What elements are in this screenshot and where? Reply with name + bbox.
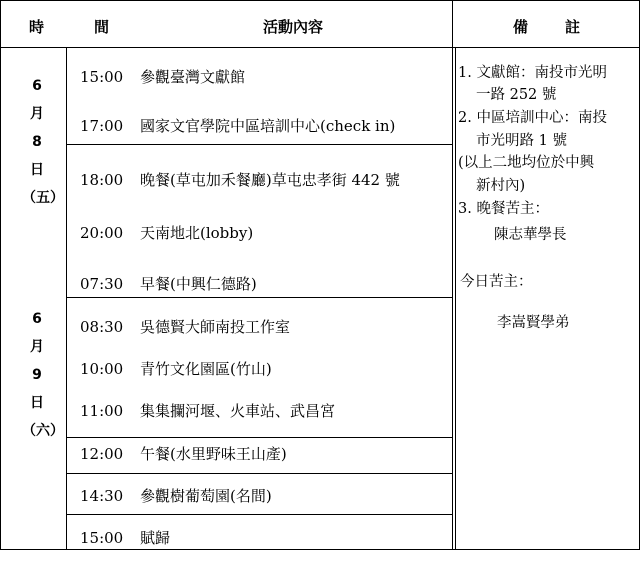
schedule-row — [80, 443, 287, 464]
day-label-char: 月 — [30, 339, 44, 355]
schedule-time: 14:30 — [80, 487, 124, 505]
schedule-row — [80, 358, 272, 379]
schedule-time: 11:00 — [80, 402, 124, 420]
header-bottom-border — [0, 47, 640, 48]
schedule-time: 15:00 — [80, 68, 124, 86]
day-label-char: 日 — [30, 162, 44, 178]
day-label-june-8 — [22, 72, 64, 212]
schedule-activity: 青竹文化園區(竹山) — [140, 360, 272, 378]
schedule-activity: 午餐(水里野味王山產) — [140, 445, 287, 463]
header-remarks-char1: 備 — [513, 18, 529, 36]
schedule-time: 18:00 — [80, 171, 124, 189]
table-left-border — [0, 0, 1, 550]
schedule-time: 12:00 — [80, 445, 124, 463]
row-divider — [66, 473, 453, 474]
schedule-row — [80, 169, 400, 190]
schedule-activity: 國家文官學院中區培訓中心(check in) — [140, 117, 396, 135]
day-label-char: 日 — [30, 395, 44, 411]
activity-column-divider — [66, 47, 67, 550]
schedule-row — [80, 222, 253, 243]
header-remarks-char2: 註 — [565, 18, 581, 36]
day-label-char: 6 — [32, 78, 42, 94]
remark-line: 今日苦主： — [460, 274, 533, 290]
day-label-char: （六） — [22, 423, 64, 439]
schedule-time: 07:30 — [80, 275, 124, 293]
schedule-row — [80, 527, 170, 548]
day-label-char: 8 — [32, 134, 42, 150]
header-activity: 活動內容 — [263, 18, 324, 36]
schedule-time: 17:00 — [80, 117, 124, 135]
row-divider — [66, 514, 453, 515]
schedule-row — [80, 273, 257, 294]
remark-line: 3. 晚餐苦主： — [458, 201, 549, 217]
schedule-row — [80, 400, 335, 421]
remark-line: 2. 中區培訓中心：南投 — [458, 110, 607, 126]
table-bottom-border — [0, 549, 640, 550]
schedule-row — [80, 316, 290, 337]
day-label-char: 6 — [32, 311, 42, 327]
header-time-char1: 時 — [29, 18, 45, 36]
day-label-june-9 — [22, 305, 64, 445]
schedule-activity: 賦歸 — [140, 529, 171, 547]
day-label-char: 月 — [30, 106, 44, 122]
day-label-char: （五） — [22, 190, 64, 206]
remark-line: 一路 252 號 — [476, 87, 557, 103]
remark-line: 新村內) — [476, 178, 526, 194]
schedule-activity: 天南地北(lobby) — [140, 224, 254, 242]
schedule-time: 15:00 — [80, 529, 124, 547]
remark-line: 1. 文獻館：南投市光明 — [458, 65, 607, 81]
schedule-time: 08:30 — [80, 318, 124, 336]
schedule-row — [80, 485, 272, 506]
schedule-activity: 吳德賢大師南投工作室 — [140, 318, 291, 336]
schedule-row — [80, 115, 395, 136]
row-divider — [66, 144, 453, 145]
day-label-char: 9 — [32, 367, 42, 383]
schedule-activity: 早餐(中興仁德路) — [140, 275, 257, 293]
remarks-right-divider — [455, 47, 456, 550]
schedule-activity: 參觀樹葡萄園(名間) — [140, 487, 272, 505]
row-divider — [66, 437, 453, 438]
schedule-time: 20:00 — [80, 224, 124, 242]
schedule-activity: 集集攔河堰、火車站、武昌宮 — [140, 402, 336, 420]
table-top-border — [0, 0, 640, 1]
schedule-activity: 晚餐(草屯加禾餐廳)草屯忠孝街 442 號 — [140, 171, 400, 189]
remark-line: 市光明路 1 號 — [476, 133, 567, 149]
remark-line: 李嵩賢學弟 — [497, 315, 570, 331]
schedule-time: 10:00 — [80, 360, 124, 378]
row-divider — [66, 297, 453, 298]
remark-line: (以上二地均位於中興 — [458, 155, 595, 171]
header-time-char2: 間 — [94, 18, 110, 36]
schedule-row — [80, 66, 245, 87]
schedule-activity: 參觀臺灣文獻館 — [140, 68, 246, 86]
remarks-column-divider — [452, 0, 453, 550]
remark-line: 陳志華學長 — [494, 227, 567, 243]
